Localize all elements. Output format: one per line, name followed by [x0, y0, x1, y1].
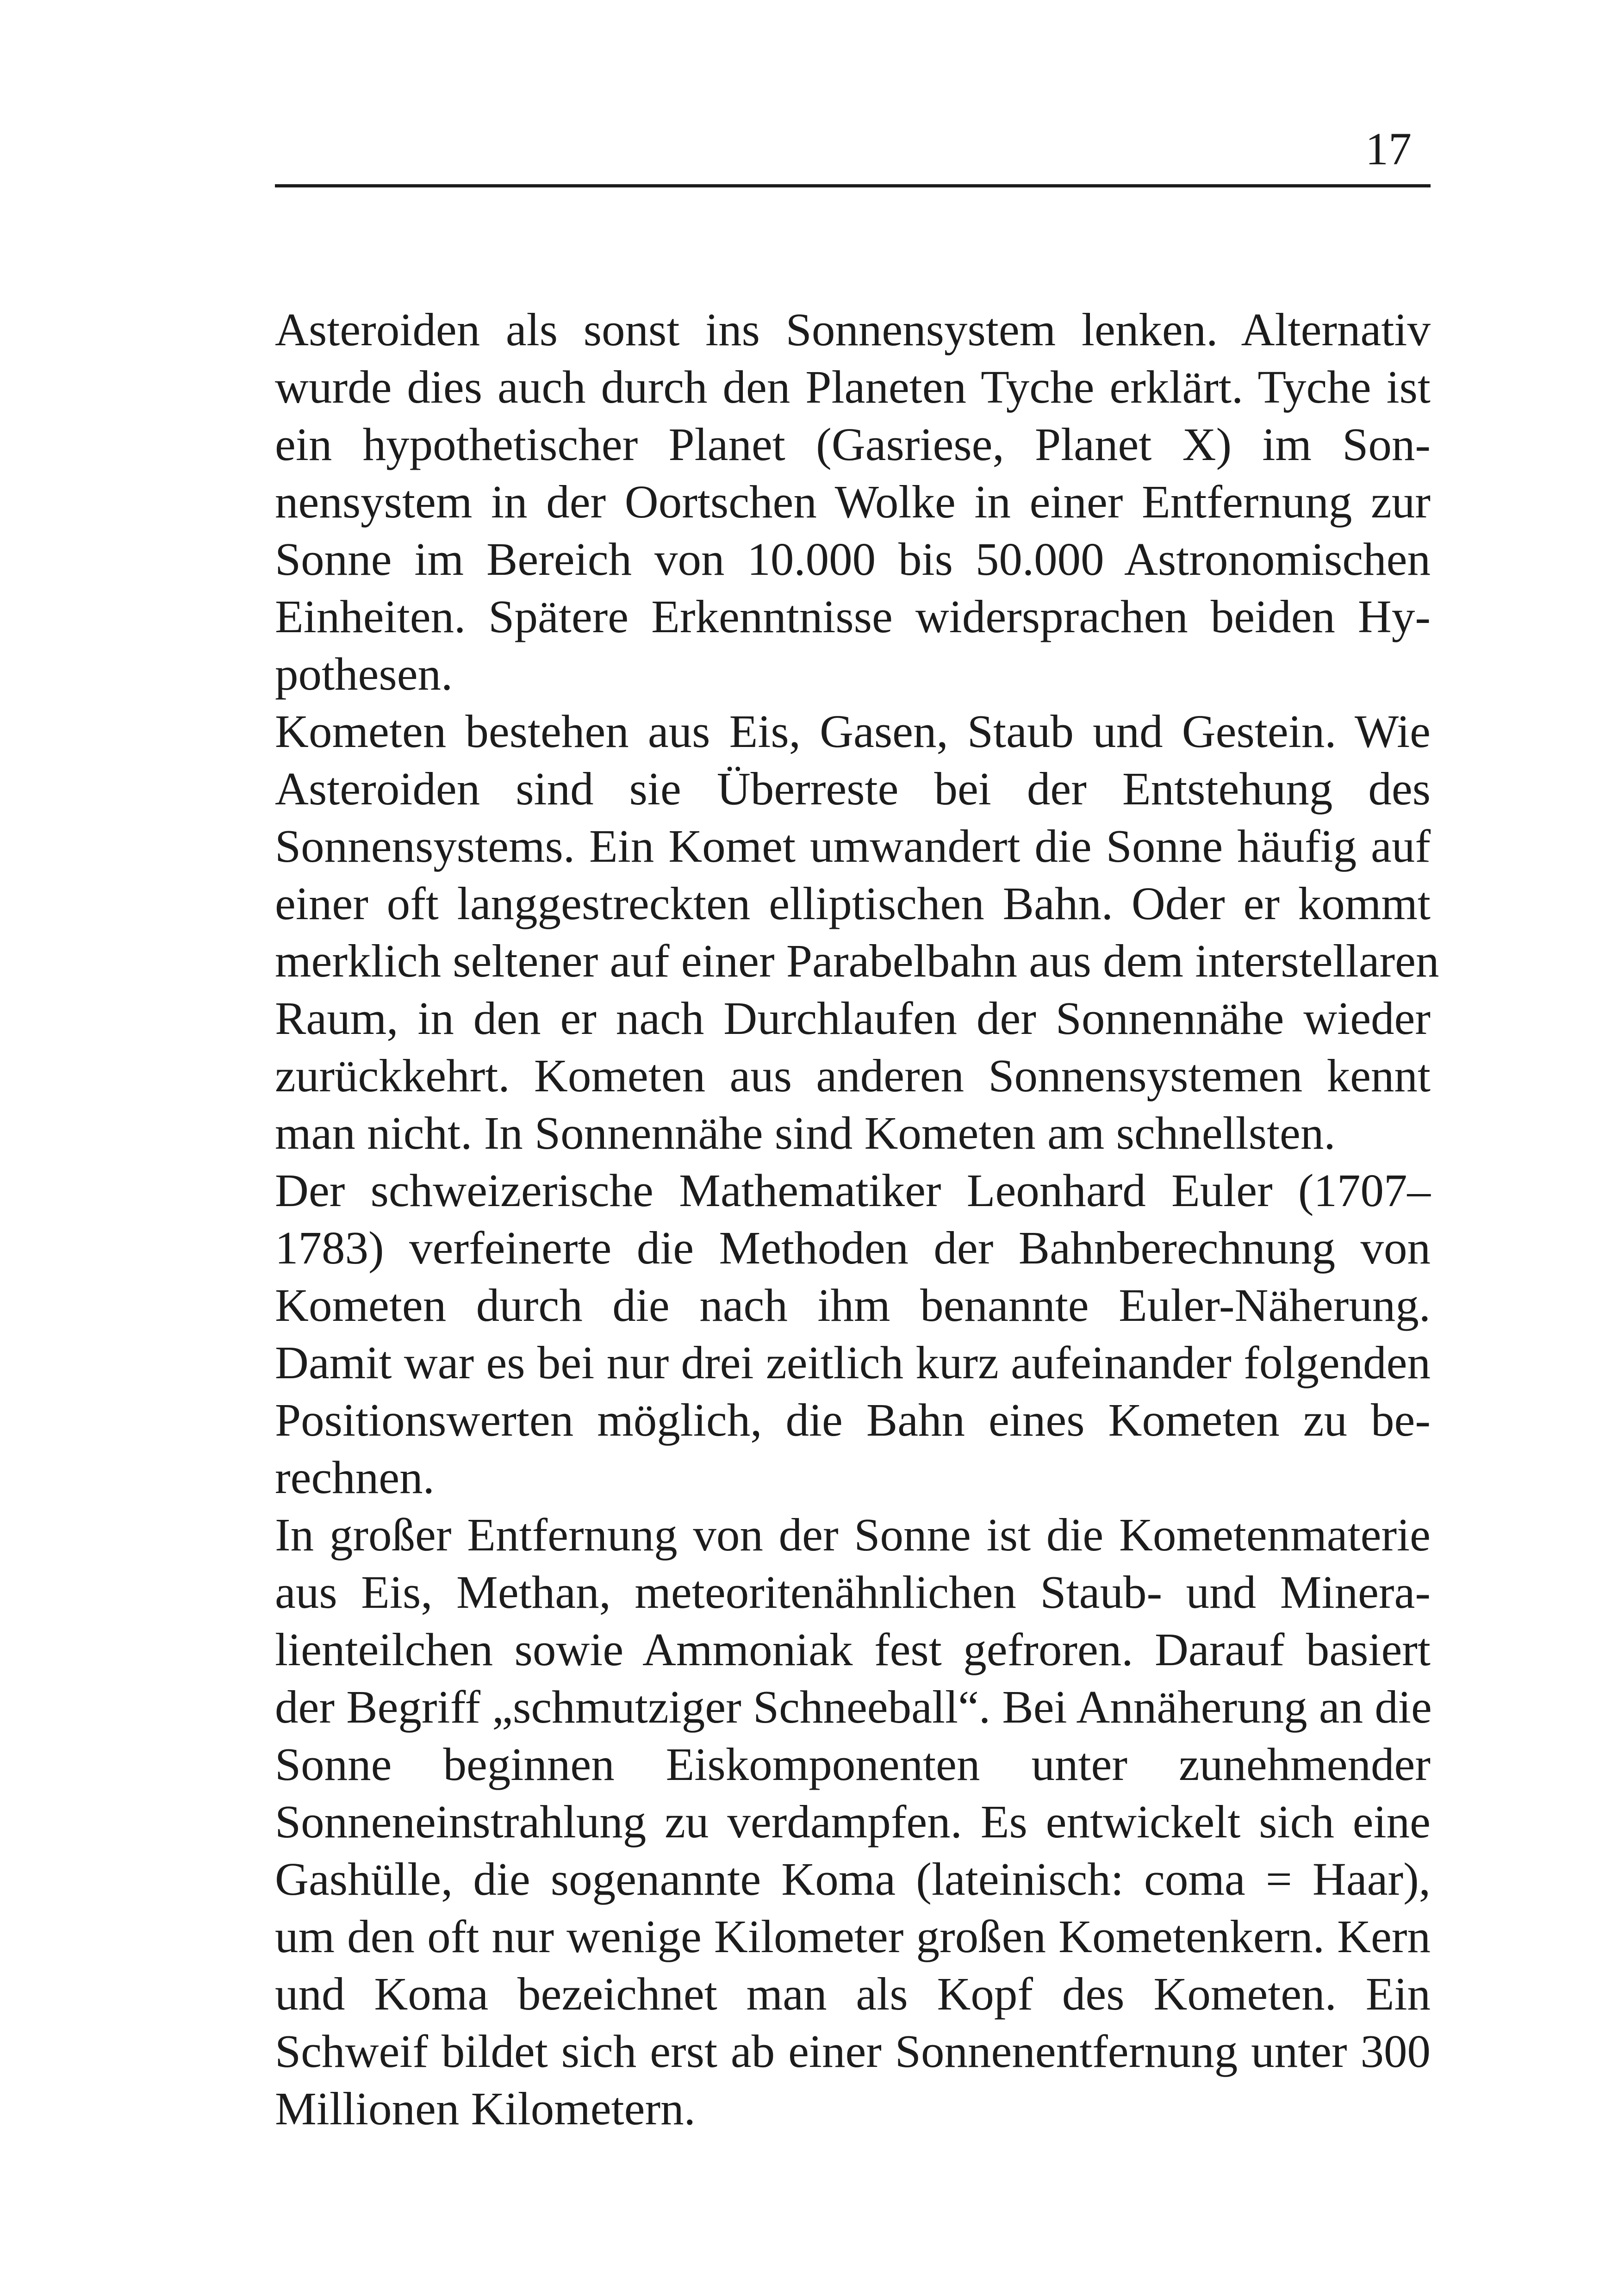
body-text: [275, 301, 1439, 2137]
text-line: Gashülle, die sogenannte Koma (lateinisch: coma = Haar),: [275, 1853, 1431, 1905]
text-line: In großer Entfernung von der Sonne ist die Kometenmaterie: [275, 1509, 1431, 1561]
text-line: ein hypothetischer Planet (Gasriese, Planet X) im Son-: [275, 418, 1431, 470]
text-line: um den oft nur wenige Kilometer großen Kometenkern. Kern: [275, 1910, 1431, 1962]
paragraph-4: [275, 1506, 1431, 2137]
paragraph-1: [275, 301, 1431, 703]
text-line: Der schweizerische Mathematiker Leonhard Euler (1707–: [275, 1164, 1431, 1216]
text-line: merklich seltener auf einer Parabelbahn aus dem interstellaren: [275, 935, 1439, 987]
paragraph-2: [275, 703, 1439, 1162]
text-line: Sonneneinstrahlung zu verdampfen. Es entwickelt sich eine: [275, 1796, 1431, 1848]
text-line: Einheiten. Spätere Erkenntnisse widersprachen beiden Hy-: [275, 591, 1431, 642]
text-line: Sonnensystems. Ein Komet umwandert die Sonne häufig auf: [275, 820, 1431, 872]
text-line: wurde dies auch durch den Planeten Tyche erklärt. Tyche ist: [275, 361, 1431, 413]
text-line: Sonne im Bereich von 10.000 bis 50.000 Astronomischen: [275, 533, 1431, 585]
text-line: Millionen Kilometern.: [275, 2083, 696, 2134]
text-line: rechnen.: [275, 1451, 435, 1503]
text-line: aus Eis, Methan, meteoritenähnlichen Staub- und Minera-: [275, 1566, 1431, 1618]
text-line: 1783) verfeinerte die Methoden der Bahnberechnung von: [275, 1222, 1431, 1274]
text-line: pothesen.: [275, 648, 453, 700]
text-line: der Begriff „schmutziger Schneeball“. Bei Annäherung an die: [275, 1681, 1432, 1733]
text-line: Damit war es bei nur drei zeitlich kurz aufeinander folgenden: [275, 1337, 1431, 1388]
text-line: Asteroiden sind sie Überreste bei der Entstehung des: [275, 763, 1431, 815]
text-line: und Koma bezeichnet man als Kopf des Kometen. Ein: [275, 1968, 1431, 2020]
text-line: zurückkehrt. Kometen aus anderen Sonnensystemen kennt: [275, 1050, 1431, 1101]
page-number: 17: [1365, 123, 1412, 174]
text-line: Raum, in den er nach Durchlaufen der Sonnennähe wieder: [275, 992, 1431, 1044]
text-line: einer oft langgestreckten elliptischen Bahn. Oder er kommt: [275, 877, 1431, 929]
text-line: Sonne beginnen Eiskomponenten unter zunehmender: [275, 1738, 1431, 1790]
text-line: lienteilchen sowie Ammoniak fest gefroren. Darauf basiert: [275, 1624, 1431, 1675]
text-line: nensystem in der Oortschen Wolke in einer Entfernung zur: [275, 476, 1431, 528]
text-line: Kometen bestehen aus Eis, Gasen, Staub und Gestein. Wie: [275, 705, 1431, 757]
text-line: Kometen durch die nach ihm benannte Euler-Näherung.: [275, 1279, 1431, 1331]
text-line: man nicht. In Sonnennähe sind Kometen am schnellsten.: [275, 1107, 1336, 1159]
text-line: Positionswerten möglich, die Bahn eines Kometen zu be-: [275, 1394, 1431, 1446]
header-rule: [275, 184, 1431, 187]
text-line: Schweif bildet sich erst ab einer Sonnenentfernung unter 300: [275, 2025, 1431, 2077]
paragraph-3: [275, 1162, 1431, 1506]
text-line: Asteroiden als sonst ins Sonnensystem lenken. Alternativ: [275, 304, 1431, 355]
